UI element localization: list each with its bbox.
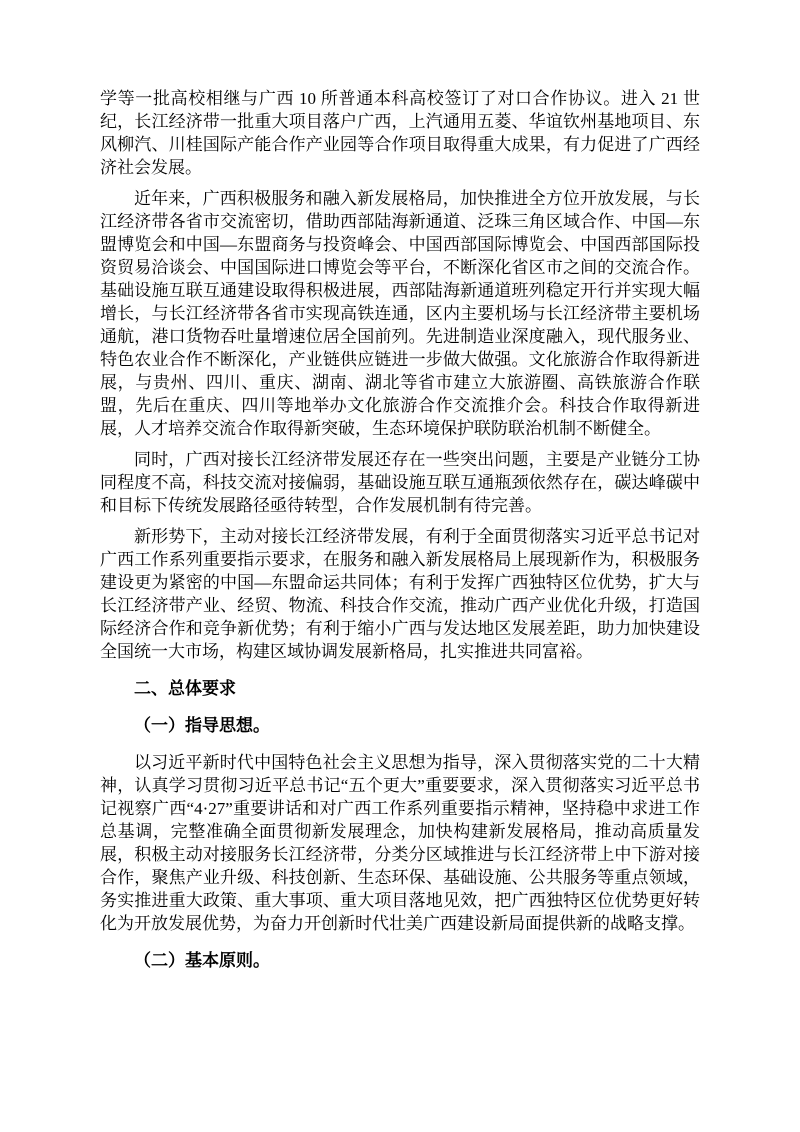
paragraph-problems: 同时，广西对接长江经济带发展还存在一些突出问题，主要是产业链分工协同程度不高，科技交流对接偏弱，基础设施互联互通瓶颈依然存在，碳达峰碳中和目标下传统发展路径亟待转型，合作发展机制有待完善。 bbox=[100, 450, 700, 515]
paragraph-guiding-ideology-body: 以习近平新时代中国特色社会主义思想为指导，深入贯彻落实党的二十大精神，认真学习贯彻习近平总书记“五个更大”重要要求，深入贯彻落实习近平总书记视察广西“4·27”重要讲话和对广西工作系列重要指示精神，坚持稳中求进工作总基调，完整准确全面贯彻新发展理念，加快构建新发展格局，推动高质量发展，积极主动对接服务长江经济带，分类分区域推进与长江经济带上中下游对接合作，聚焦产业升级、科技创新、生态环保、基础设施、公共服务等重点领域，务实推进重大政策、重大事项、重大项目落地见效，把广西独特区位优势更好转化为开放发展优势，为奋力开创新时代壮美广西建设新局面提供新的战略支撑。 bbox=[100, 753, 700, 933]
paragraph-continuation: 学等一批高校相继与广西 10 所普通本科高校签订了对口合作协议。进入 21 世纪，长江经济带一批重大项目落户广西，上汽通用五菱、华谊钦州基地项目、东风柳汽、川桂国际产能合作产业园等合作项目取得重大成果，有力促进了广西经济社会发展。 bbox=[100, 89, 700, 177]
section-heading-overall-requirements: 二、总体要求 bbox=[134, 679, 236, 698]
subsection-heading-guiding-ideology: （一）指导思想。 bbox=[134, 716, 270, 735]
paragraph-new-situation: 新形势下，主动对接长江经济带发展，有利于全面贯彻落实习近平总书记对广西工作系列重要指示要求，在服务和融入新发展格局上展现新作为，积极服务建设更为紧密的中国—东盟命运共同体；有利于发挥广西独特区位优势，扩大与长江经济带产业、经贸、物流、科技合作交流，推动广西产业优化升级，打造国际经济合作和竞争新优势；有利于缩小广西与发达地区发展差距，助力加快建设全国统一大市场，构建区域协调发展新格局，扎实推进共同富裕。 bbox=[100, 527, 700, 661]
paragraph-recent-years: 近年来，广西积极服务和融入新发展格局，加快推进全方位开放发展，与长江经济带各省市交流密切，借助西部陆海新通道、泛珠三角区域合作、中国—东盟博览会和中国—东盟商务与投资峰会、中国西部国际博览会、中国西部国际投资贸易洽谈会、中国国际进口博览会等平台，不断深化省区市之间的交流合作。基础设施互联互通建设取得积极进展，西部陆海新通道班列稳定开行并实现大幅增长，与长江经济带各省市实现高铁连通，区内主要机场与长江经济带主要机场通航，港口货物吞吐量增速位居全国前列。先进制造业深度融入，现代服务业、特色农业合作不断深化，产业链供应链进一步做大做强。文化旅游合作取得新进展，与贵州、四川、重庆、湖南、湖北等省市建立大旅游圈、高铁旅游合作联盟，先后在重庆、四川等地举办文化旅游合作交流推介会。科技合作取得新进展，人才培养交流合作取得新突破，生态环境保护联防联治机制不断健全。 bbox=[100, 189, 700, 438]
subsection-heading-basic-principles: （二）基本原则。 bbox=[134, 951, 270, 970]
